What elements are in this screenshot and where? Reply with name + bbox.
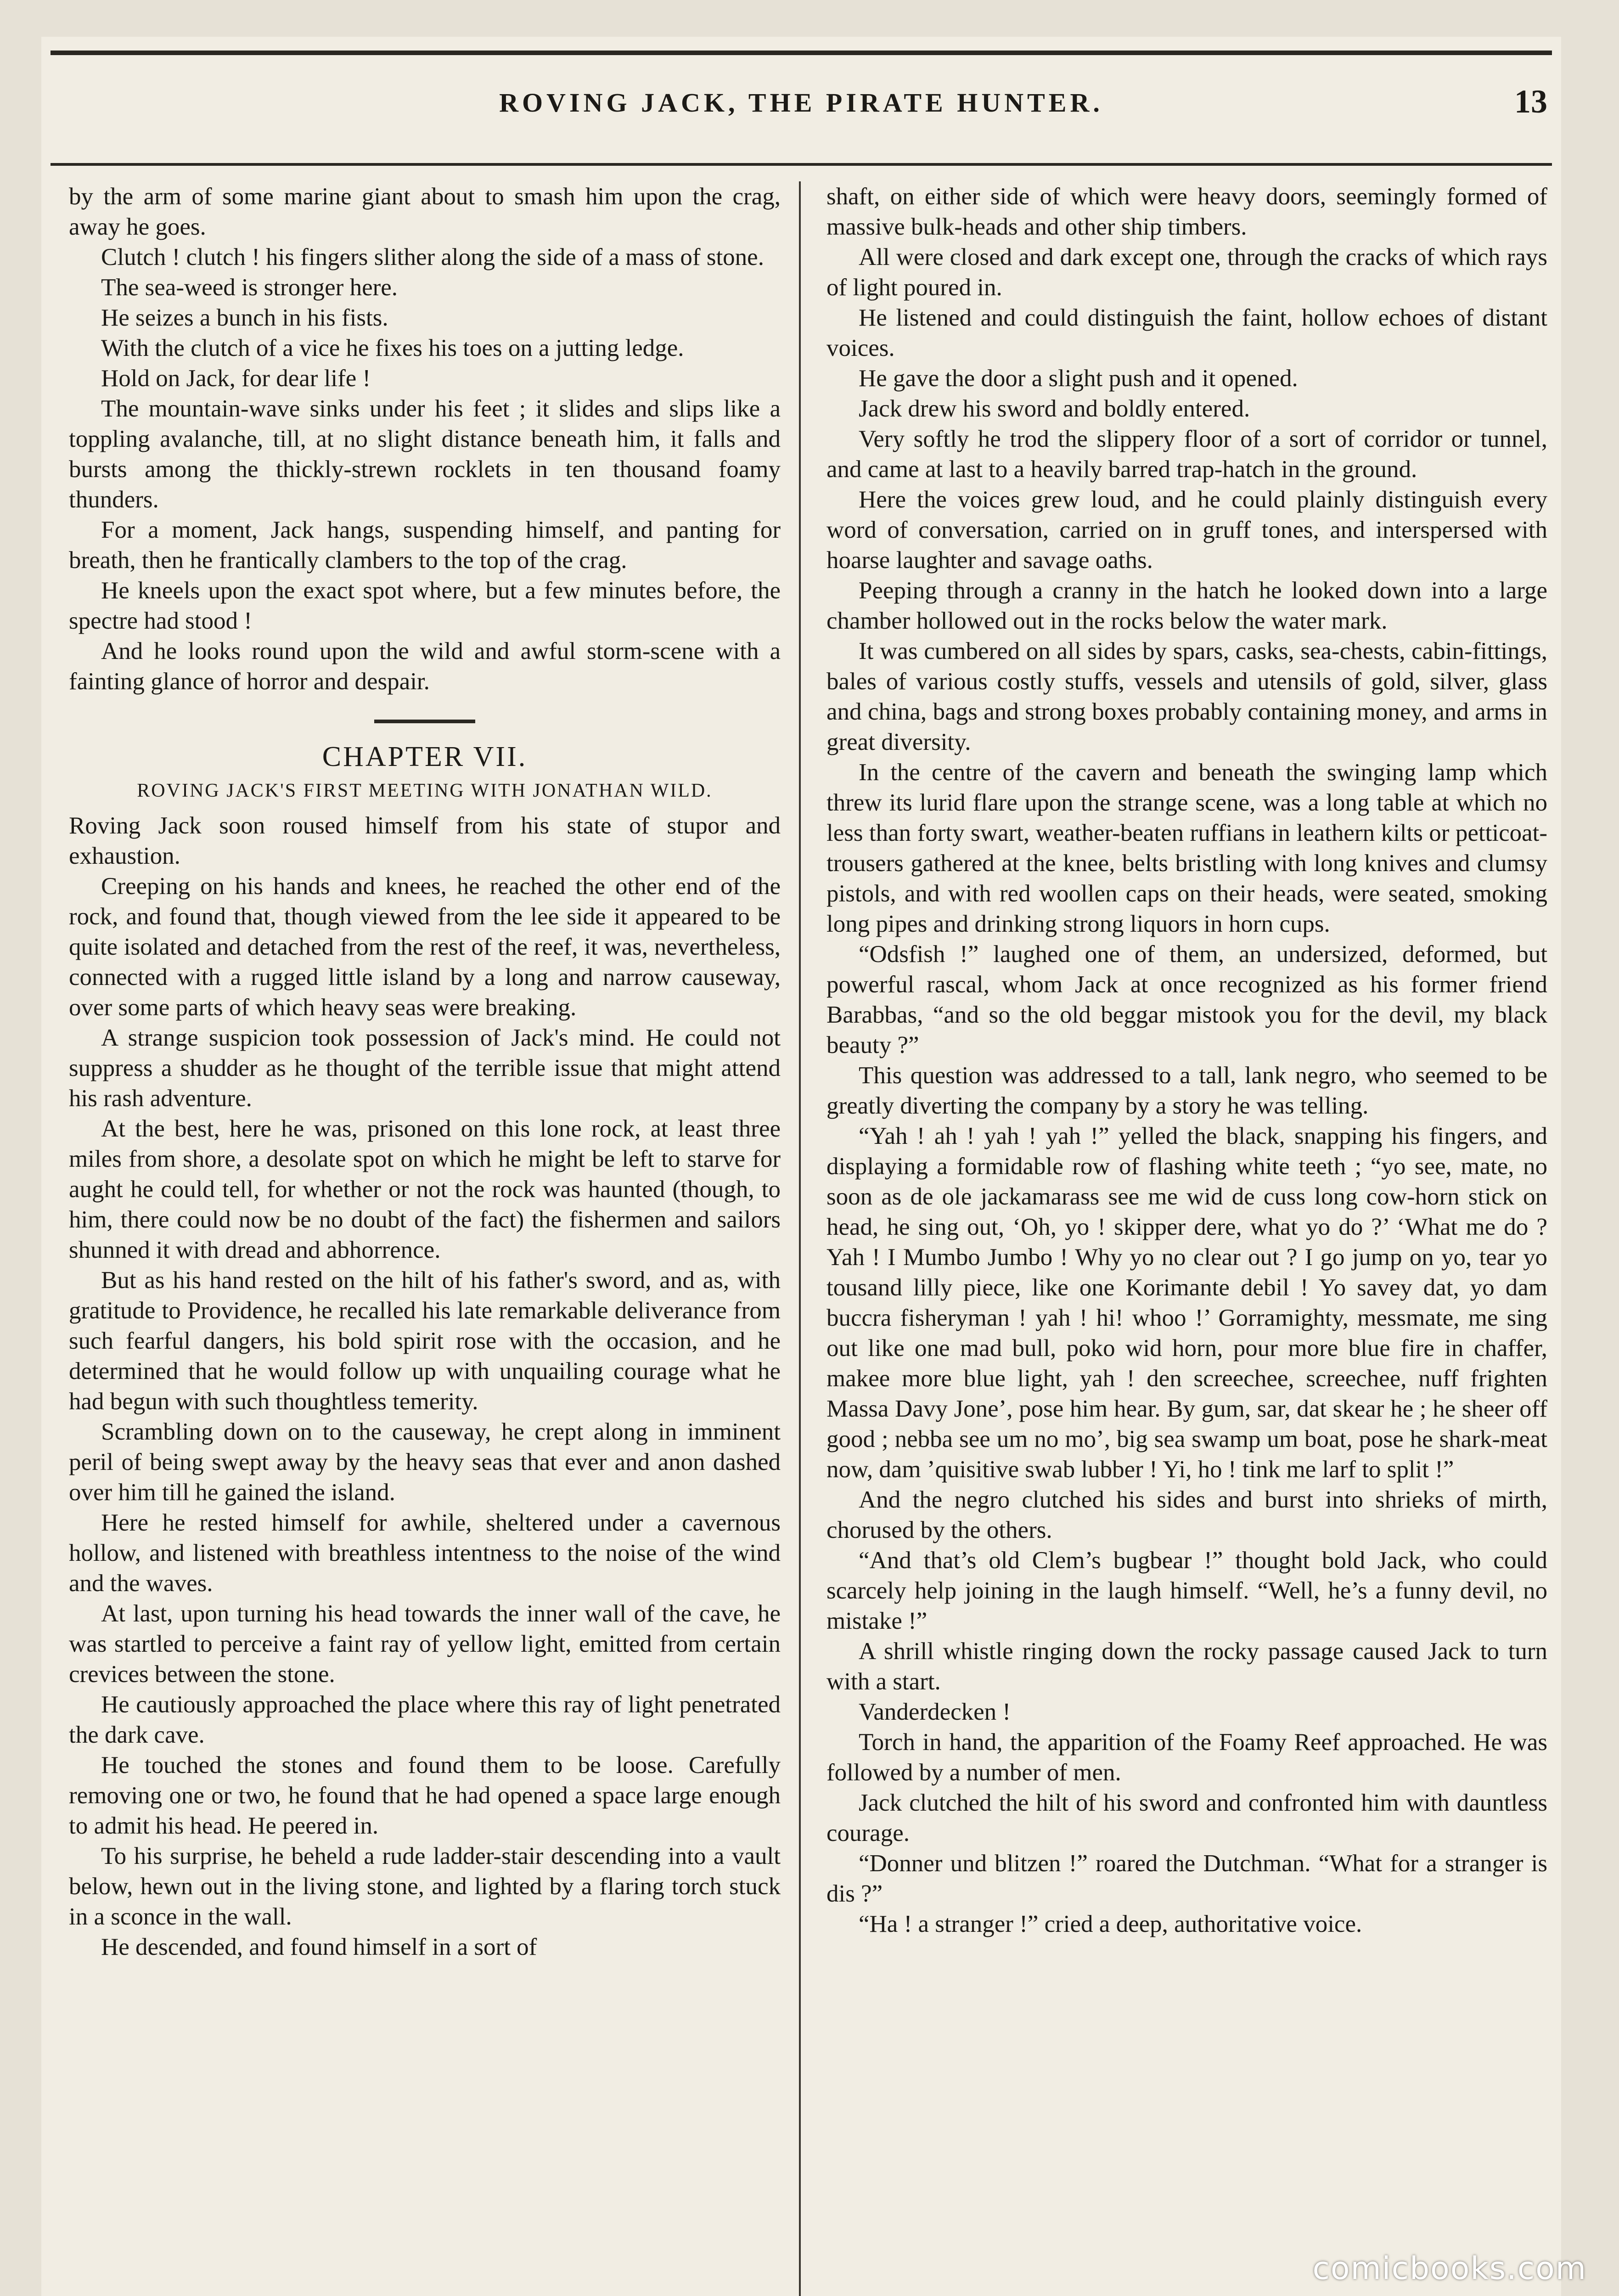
chapter-rule bbox=[374, 720, 475, 723]
paragraph: At last, upon turning his head towards the inner wall of the cave, he was startled to perceive a faint ray of yellow light, emitted from certain crevices between the stone. bbox=[69, 1600, 781, 1688]
paragraph: “Yah ! ah ! yah ! yah !” yelled the black, snapping his fingers, and displaying a formidable row of flashing white teeth ; “yo see, mate, no soon as de ole jackamarass see me wid de cuss long cow-horn stick on head, he sing out, ‘Oh, yo ! skipper dere, what yo do ?’ ‘What me do ? Yah ! I Mumbo Jumbo ! Why yo no clear out ? I go jump on yo, tear yo tousand lilly piece, like one Korimante debil ! Yo savey dat, yo dam buccra fisheryman ! yah ! hi! whoo !’ Gorramighty, messmate, me sing out like one mad bull, poko wid horn, pour more blue fire in chaffer, makee more blue light, yah ! den screechee, screechee, nuff frighten Massa Davy Jone’, pose him hear. By gum, sar, dat skear he ; he sheer off good ; nebba see um no mo’, big sea swamp um boat, pose he shark-meat now, dam ’quisitive swab lubber ! Yi, ho ! tink me larf to split !” bbox=[826, 1123, 1547, 1483]
left-paragraphs-after bbox=[69, 810, 781, 1962]
paragraph: But as his hand rested on the hilt of his father's sword, and as, with gratitude to Providence, he recalled his late remarkable deliverance from such fearful dangers, his bold spirit rose with the occasion, and he determined that he would follow up with unquailing courage what he had begun with such thoughtless temerity. bbox=[69, 1267, 781, 1415]
top-rule bbox=[51, 51, 1552, 55]
paragraph: Torch in hand, the apparition of the Foamy Reef approached. He was followed by a number of men. bbox=[826, 1729, 1547, 1786]
paragraph: For a moment, Jack hangs, suspending himself, and panting for breath, then he frantically clambers to the top of the crag. bbox=[69, 517, 781, 574]
paragraph: The mountain-wave sinks under his feet ; it slides and slips like a toppling avalanche, till, at no slight distance beneath him, it falls and bursts among the thickly-strewn rocklets in ten thousand foamy thunders. bbox=[69, 395, 781, 513]
chapter-subtitle: ROVING JACK'S FIRST MEETING WITH JONATHAN WILD. bbox=[137, 780, 713, 801]
paragraph: Here he rested himself for awhile, sheltered under a cavernous hollow, and listened with breathless intentness to the noise of the wind and the waves. bbox=[69, 1509, 781, 1597]
header-rule bbox=[51, 163, 1552, 166]
paragraph: Scrambling down on to the causeway, he crept along in imminent peril of being swept away by the heavy seas that ever and anon dashed over him till he gained the island. bbox=[69, 1418, 781, 1506]
paragraph: With the clutch of a vice he fixes his toes on a jutting ledge. bbox=[101, 335, 684, 361]
column-divider bbox=[799, 181, 801, 2296]
paragraph: All were closed and dark except one, through the cracks of which rays of light poured in. bbox=[826, 244, 1547, 301]
paragraph: The sea-weed is stronger here. bbox=[101, 274, 398, 301]
paragraph: Jack drew his sword and boldly entered. bbox=[859, 395, 1250, 422]
paragraph: shaft, on either side of which were heavy doors, seemingly formed of massive bulk-heads and other ship timbers. bbox=[826, 183, 1547, 240]
paragraph: He descended, and found himself in a sort of bbox=[101, 1934, 537, 1960]
right-paragraphs bbox=[826, 181, 1547, 1939]
running-title: ROVING JACK, THE PIRATE HUNTER. bbox=[499, 88, 1103, 118]
paragraph: And the negro clutched his sides and burst into shrieks of mirth, chorused by the others. bbox=[826, 1486, 1547, 1543]
paragraph: Clutch ! clutch ! his fingers slither along the side of a mass of stone. bbox=[101, 244, 764, 270]
paragraph: And he looks round upon the wild and awful storm-scene with a fainting glance of horror and despair. bbox=[69, 638, 781, 695]
page bbox=[41, 37, 1561, 2296]
watermark: comicbooks.com bbox=[1312, 2251, 1587, 2287]
page-header bbox=[51, 64, 1552, 129]
paragraph: A shrill whistle ringing down the rocky passage caused Jack to turn with a start. bbox=[826, 1638, 1547, 1695]
paragraph: He listened and could distinguish the faint, hollow echoes of distant voices. bbox=[826, 304, 1547, 361]
paragraph: He touched the stones and found them to be loose. Carefully removing one or two, he found that he had opened a space large enough to admit his head. He peered in. bbox=[69, 1752, 781, 1839]
paragraph: It was cumbered on all sides by spars, casks, sea-chests, cabin-fittings, bales of various costly stuffs, vessels and utensils of gold, silver, glass and china, bags and strong boxes probably containing money, and arms in great diversity. bbox=[826, 638, 1547, 755]
chapter-title: CHAPTER VII. bbox=[322, 741, 528, 772]
paragraph: He kneels upon the exact spot where, but a few minutes before, the spectre had stood ! bbox=[69, 577, 781, 634]
paragraph: “Donner und blitzen !” roared the Dutchman. “What for a stranger is dis ?” bbox=[826, 1850, 1547, 1907]
paragraph: Vanderdecken ! bbox=[859, 1699, 1011, 1725]
page-number: 13 bbox=[1514, 83, 1547, 120]
paragraph: This question was addressed to a tall, lank negro, who seemed to be greatly diverting the company by a story he was telling. bbox=[826, 1062, 1547, 1119]
paragraph: “Odsfish !” laughed one of them, an undersized, deformed, but powerful rascal, whom Jack at once recognized as his former friend Barabbas, “and so the old beggar mistook you for the devil, my black beauty ?” bbox=[826, 941, 1547, 1058]
paragraph: He cautiously approached the place where this ray of light penetrated the dark cave. bbox=[69, 1691, 781, 1748]
paragraph: In the centre of the cavern and beneath the swinging lamp which threw its lurid flare upon the strange scene, was a long table at which no less than forty swart, weather-beaten ruffians in leathern kilts or petticoat-trousers gathered at the knee, belts bristling with long knives and clumsy pistols, and with red woollen caps on their heads, were seated, smoking long pipes and drinking strong liquors in horn cups. bbox=[826, 759, 1547, 937]
paragraph: He seizes a bunch in his fists. bbox=[101, 304, 388, 331]
left-column bbox=[69, 181, 781, 2296]
paragraph: Roving Jack soon roused himself from his state of stupor and exhaustion. bbox=[69, 812, 781, 869]
paragraph: A strange suspicion took possession of Jack's mind. He could not suppress a shudder as he thought of the terrible issue that might attend his rash adventure. bbox=[69, 1024, 781, 1112]
paragraph: Very softly he trod the slippery floor of a sort of corridor or tunnel, and came at last to a heavily barred trap-hatch in the ground. bbox=[826, 426, 1547, 483]
paragraph: Hold on Jack, for dear life ! bbox=[101, 365, 371, 392]
right-column bbox=[826, 181, 1547, 2296]
paragraph: To his surprise, he beheld a rude ladder-stair descending into a vault below, hewn out in the living stone, and lighted by a flaring torch stuck in a sconce in the wall. bbox=[69, 1843, 781, 1930]
paragraph: At the best, here he was, prisoned on this lone rock, at least three miles from shore, a desolate spot on which he might be left to starve for aught he could tell, for whether or not the rock was haunted (though, to him, there could now be no doubt of the fact) the fishermen and sailors shunned it with dread and abhorrence. bbox=[69, 1115, 781, 1263]
paragraph: “Ha ! a stranger !” cried a deep, authoritative voice. bbox=[859, 1911, 1362, 1937]
paragraph: Peeping through a cranny in the hatch he looked down into a large chamber hollowed out in the rocks below the water mark. bbox=[826, 577, 1547, 634]
paragraph: Here the voices grew loud, and he could plainly distinguish every word of conversation, carried on in gruff tones, and interspersed with hoarse laughter and savage oaths. bbox=[826, 486, 1547, 574]
left-paragraphs-before bbox=[69, 181, 781, 697]
paragraph: He gave the door a slight push and it opened. bbox=[859, 365, 1298, 392]
paragraph: Creeping on his hands and knees, he reached the other end of the rock, and found that, though viewed from the lee side it appeared to be quite isolated and detached from the rest of the reef, it was, nevertheless, connected with a rugged little island by a long and narrow causeway, over some parts of which heavy seas were breaking. bbox=[69, 873, 781, 1021]
paragraph: “And that’s old Clem’s bugbear !” thought bold Jack, who could scarcely help joining in the laugh himself. “Well, he’s a funny devil, no mistake !” bbox=[826, 1547, 1547, 1634]
paragraph: by the arm of some marine giant about to smash him upon the crag, away he goes. bbox=[69, 183, 781, 240]
paragraph: Jack clutched the hilt of his sword and confronted him with dauntless courage. bbox=[826, 1790, 1547, 1846]
